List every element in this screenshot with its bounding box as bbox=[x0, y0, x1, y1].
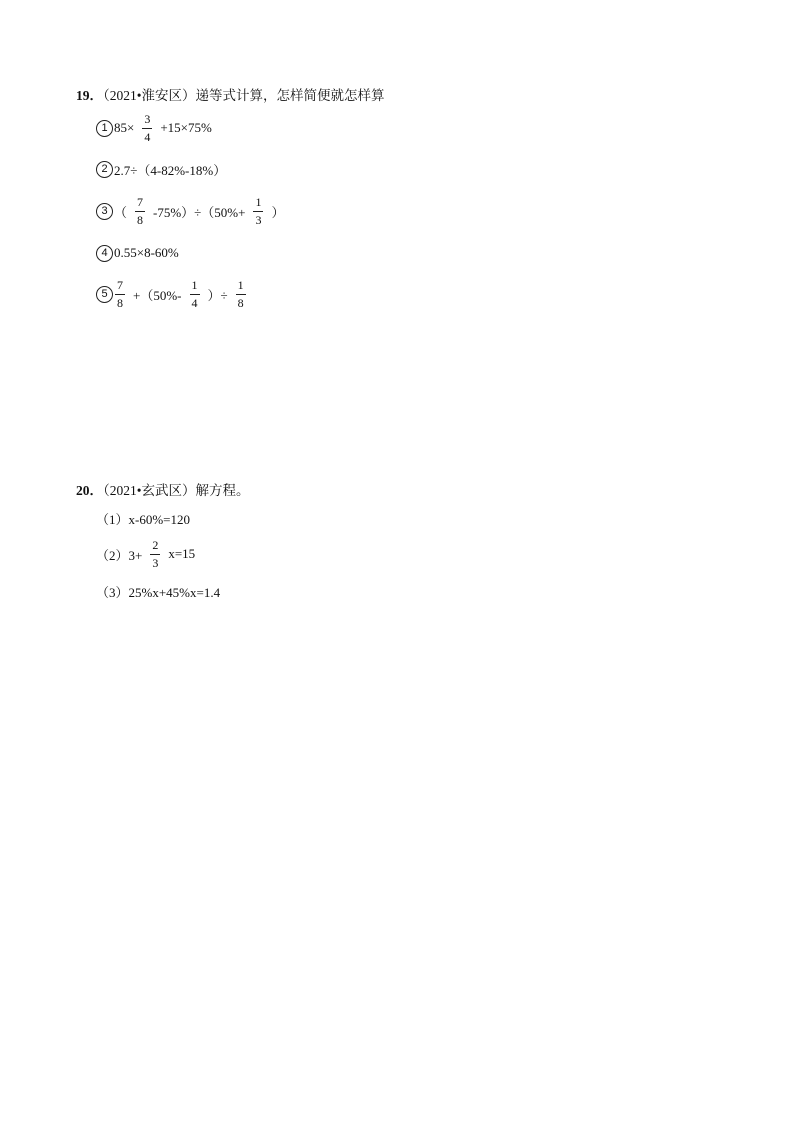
question-19-heading bbox=[76, 84, 384, 104]
numerator: 2 bbox=[152, 537, 159, 552]
expression-text: ） bbox=[271, 204, 285, 220]
expression-text: +15×75% bbox=[160, 120, 212, 135]
equation-text: （2）3+ bbox=[96, 547, 143, 563]
expression-text: 85× bbox=[114, 120, 135, 135]
fraction bbox=[190, 278, 200, 311]
numerator: 1 bbox=[237, 277, 244, 292]
question-number: 19． bbox=[76, 88, 103, 103]
question-instruction: 递等式计算，怎样简便就怎样算 bbox=[195, 88, 385, 103]
q19-item-3 bbox=[96, 191, 285, 231]
circled-number: 1 bbox=[96, 120, 113, 137]
question-20-heading bbox=[76, 479, 249, 499]
fraction bbox=[142, 112, 152, 145]
question-number: 20． bbox=[76, 483, 103, 498]
q19-item-5 bbox=[96, 274, 254, 314]
denominator: 4 bbox=[144, 129, 151, 144]
question-source: （2021•玄武区） bbox=[103, 483, 196, 498]
numerator: 1 bbox=[191, 277, 198, 292]
fraction bbox=[115, 278, 125, 311]
numerator: 1 bbox=[255, 194, 262, 209]
denominator: 3 bbox=[152, 555, 159, 570]
denominator: 8 bbox=[117, 295, 123, 310]
circled-number: 2 bbox=[96, 161, 113, 178]
circled-number: 5 bbox=[96, 286, 113, 303]
denominator: 8 bbox=[137, 212, 144, 227]
denominator: 4 bbox=[191, 295, 198, 310]
numerator: 3 bbox=[144, 111, 151, 126]
fraction-bar bbox=[236, 294, 246, 295]
expression-text: ）÷ bbox=[207, 287, 228, 303]
denominator: 3 bbox=[255, 212, 262, 227]
fraction-bar bbox=[190, 294, 200, 295]
circled-number: 3 bbox=[96, 203, 113, 220]
fraction-bar bbox=[142, 128, 152, 129]
q20-item-1 bbox=[96, 498, 190, 538]
equation-text: （1）x-60%=120 bbox=[96, 511, 190, 527]
question-source: （2021•淮安区） bbox=[103, 88, 196, 103]
question-instruction: 解方程。 bbox=[195, 483, 250, 498]
expression-text: +（50%- bbox=[133, 287, 182, 303]
fraction bbox=[150, 538, 160, 571]
q20-item-2 bbox=[96, 534, 195, 574]
equation-text: （3）25%x+45%x=1.4 bbox=[96, 584, 221, 600]
q19-item-1 bbox=[96, 108, 212, 148]
q19-item-2 bbox=[96, 149, 226, 189]
denominator: 8 bbox=[237, 295, 244, 310]
fraction-bar bbox=[135, 211, 145, 212]
fraction bbox=[135, 195, 145, 228]
fraction-bar bbox=[115, 294, 125, 295]
expression-text: 0.55×8-60% bbox=[114, 245, 179, 260]
fraction bbox=[236, 278, 246, 311]
fraction-bar bbox=[253, 211, 263, 212]
numerator: 7 bbox=[137, 194, 144, 209]
fraction-bar bbox=[150, 554, 160, 555]
fraction bbox=[253, 195, 263, 228]
numerator: 7 bbox=[117, 277, 123, 292]
expression-text: 2.7÷（4-82%-18%） bbox=[114, 162, 227, 178]
expression-text: -75%）÷（50%+ bbox=[153, 204, 246, 220]
expression-text: （ bbox=[114, 204, 128, 220]
q20-item-3 bbox=[96, 571, 220, 611]
equation-text: x=15 bbox=[168, 546, 196, 561]
circled-number: 4 bbox=[96, 245, 113, 262]
q19-item-4 bbox=[96, 233, 179, 273]
